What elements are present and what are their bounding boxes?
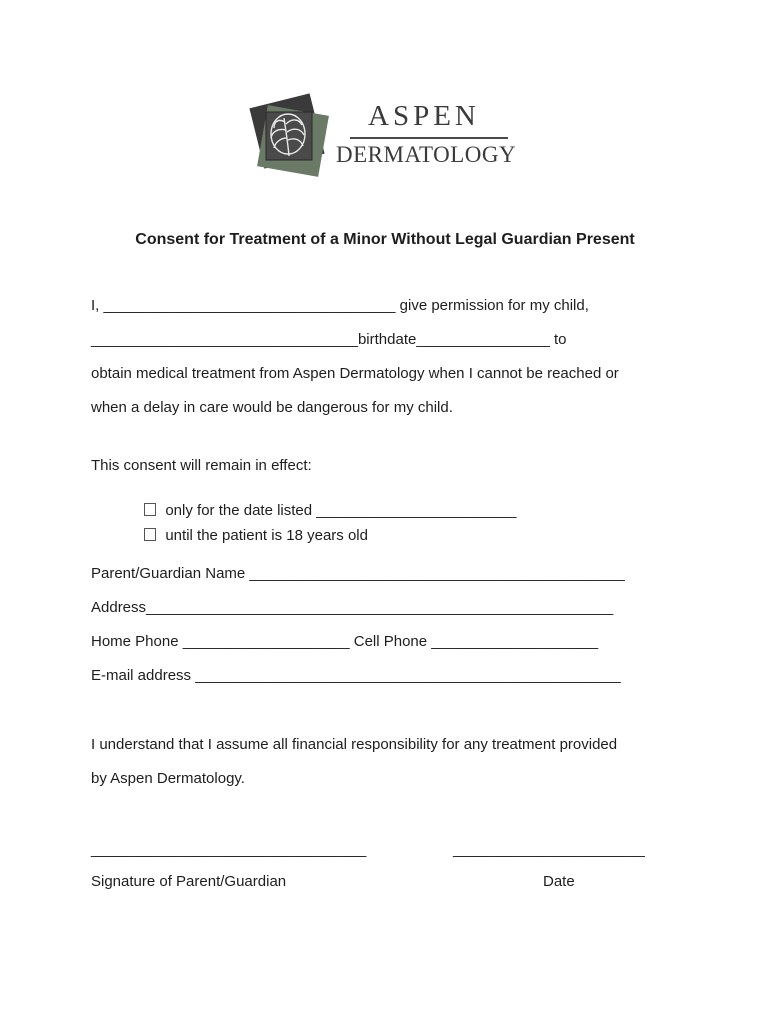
financial-line-1: I understand that I assume all financial responsibility for any treatment provided bbox=[91, 736, 618, 753]
address-field[interactable]: Address________________________________________________________ bbox=[91, 599, 614, 616]
form-title: Consent for Treatment of a Minor Without Legal Guardian Present bbox=[135, 231, 635, 248]
date-label: Date bbox=[543, 873, 575, 890]
permission-line-2: ________________________________birthdate________________ to bbox=[91, 331, 567, 348]
signature-label: Signature of Parent/Guardian bbox=[91, 873, 287, 890]
consent-heading: This consent will remain in effect: bbox=[91, 457, 312, 474]
logo-dermatology-text: DERMATOLOGY bbox=[336, 142, 517, 167]
date-line[interactable]: _______________________ bbox=[453, 841, 645, 858]
tree-leaf-logo-icon bbox=[246, 92, 330, 178]
permission-line-1: I, ___________________________________ give permission for my child, bbox=[91, 297, 589, 314]
email-field[interactable]: E-mail address ___________________________________________________ bbox=[91, 667, 621, 684]
permission-line-3: obtain medical treatment from Aspen Dermatology when I cannot be reached or bbox=[91, 365, 619, 382]
logo-divider bbox=[350, 137, 508, 139]
consent-option-age[interactable] bbox=[136, 506, 368, 546]
consent-option-label: until the patient is 18 years old bbox=[165, 527, 368, 544]
permission-line-4: when a delay in care would be dangerous for my child. bbox=[91, 399, 453, 416]
checkbox-until-18[interactable] bbox=[144, 528, 156, 541]
financial-line-2: by Aspen Dermatology. bbox=[91, 770, 245, 787]
signature-line[interactable]: _________________________________ bbox=[91, 841, 367, 858]
guardian-name-field[interactable]: Parent/Guardian Name _____________________________________________ bbox=[91, 565, 625, 582]
consent-option-label: only for the date listed ________________________ bbox=[165, 502, 517, 519]
phone-fields[interactable]: Home Phone ____________________ Cell Phone ____________________ bbox=[91, 633, 599, 650]
logo-aspen-text: ASPEN bbox=[368, 100, 480, 132]
aspen-dermatology-logo bbox=[246, 92, 536, 182]
